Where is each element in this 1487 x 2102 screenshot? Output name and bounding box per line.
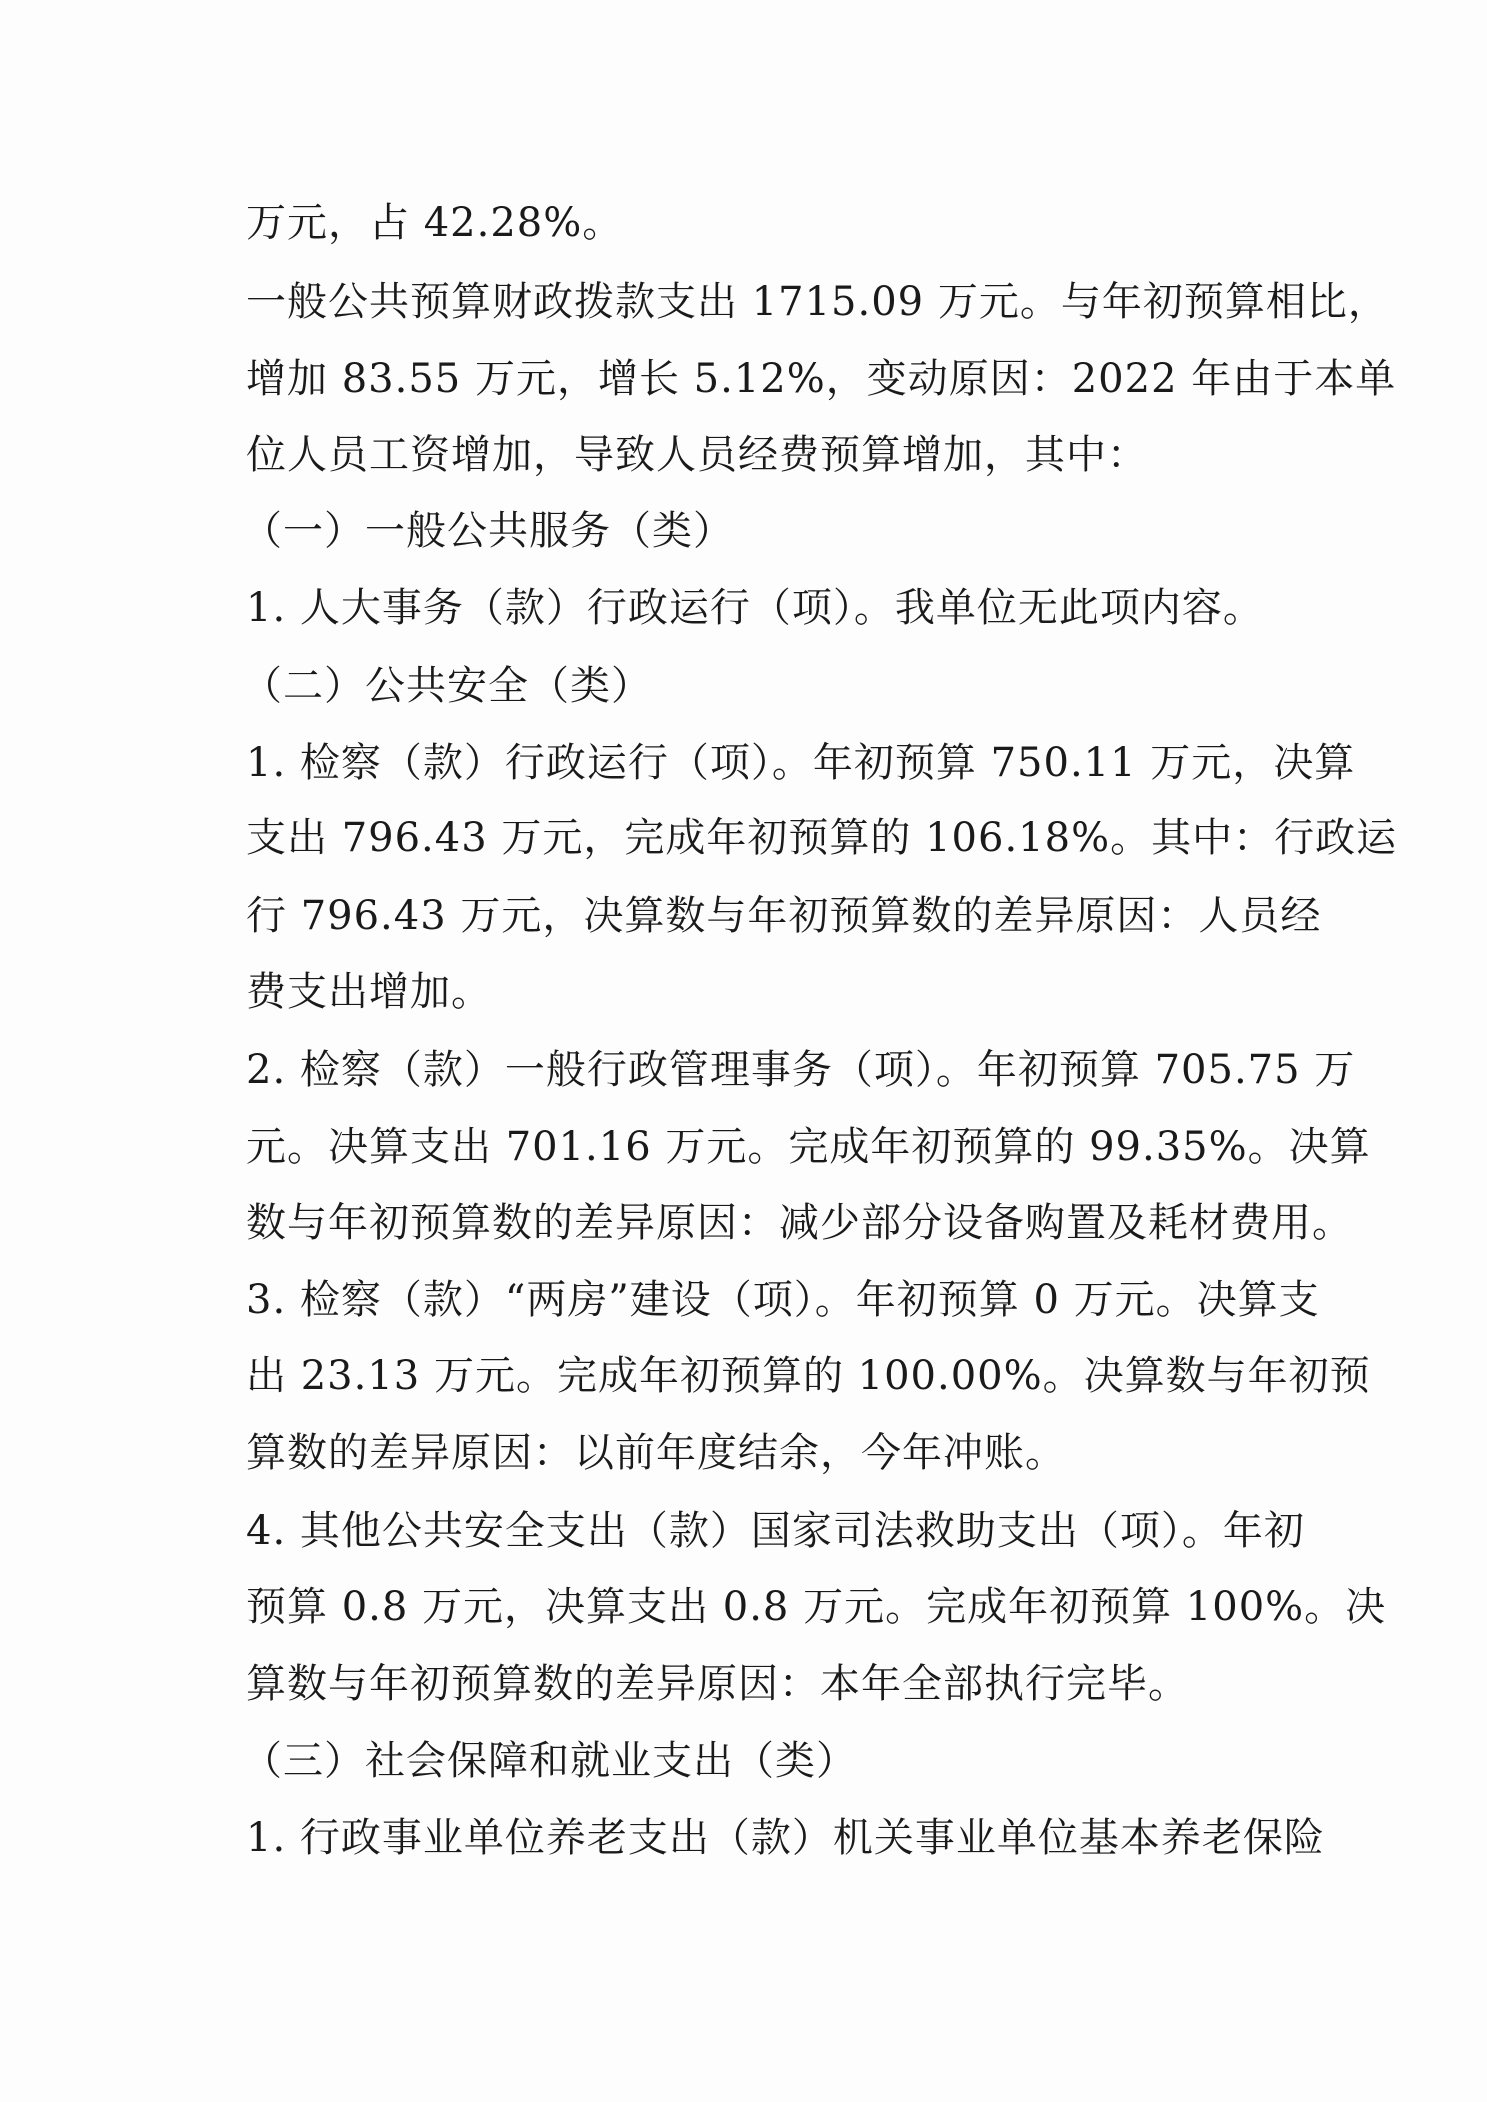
text-line: 算数的差异原因：以前年度结余，今年冲账。: [246, 1430, 1066, 1476]
text-line: 1. 人大事务（款）行政运行（项）。我单位无此项内容。: [246, 585, 1264, 631]
section-heading: （三）社会保障和就业支出（类）: [242, 1738, 857, 1784]
text-line: 1. 行政事业单位养老支出（款）机关事业单位基本养老保险: [246, 1815, 1325, 1861]
section-heading: （一）一般公共服务（类）: [242, 508, 734, 554]
text-line: 行 796.43 万元，决算数与年初预算数的差异原因：人员经: [246, 893, 1322, 939]
text-line: 支出 796.43 万元，完成年初预算的 106.18%。其中：行政运: [246, 815, 1398, 861]
section-heading: （二）公共安全（类）: [242, 663, 652, 709]
text-line: 4. 其他公共安全支出（款）国家司法救助支出（项）。年初: [246, 1508, 1305, 1554]
text-line: 算数与年初预算数的差异原因：本年全部执行完毕。: [246, 1661, 1189, 1707]
text-line: 2. 检察（款）一般行政管理事务（项）。年初预算 705.75 万: [246, 1047, 1356, 1093]
text-line: 万元，占 42.28%。: [246, 200, 624, 246]
text-line: 预算 0.8 万元，决算支出 0.8 万元。完成年初预算 100%。决: [246, 1584, 1387, 1630]
text-line: 元。决算支出 701.16 万元。完成年初预算的 99.35%。决算: [246, 1124, 1371, 1170]
text-line: 增加 83.55 万元，增长 5.12%，变动原因：2022 年由于本单: [246, 356, 1397, 402]
text-line: 一般公共预算财政拨款支出 1715.09 万元。与年初预算相比，: [246, 279, 1389, 325]
text-line: 费支出增加。: [246, 969, 492, 1015]
text-line: 位人员工资增加，导致人员经费预算增加，其中：: [246, 432, 1148, 478]
text-line: 出 23.13 万元。完成年初预算的 100.00%。决算数与年初预: [246, 1353, 1371, 1399]
text-line: 数与年初预算数的差异原因：减少部分设备购置及耗材费用。: [246, 1200, 1353, 1246]
text-line: 1. 检察（款）行政运行（项）。年初预算 750.11 万元，决算: [246, 740, 1356, 786]
text-line: 3. 检察（款）“两房”建设（项）。年初预算 0 万元。决算支: [246, 1277, 1320, 1323]
